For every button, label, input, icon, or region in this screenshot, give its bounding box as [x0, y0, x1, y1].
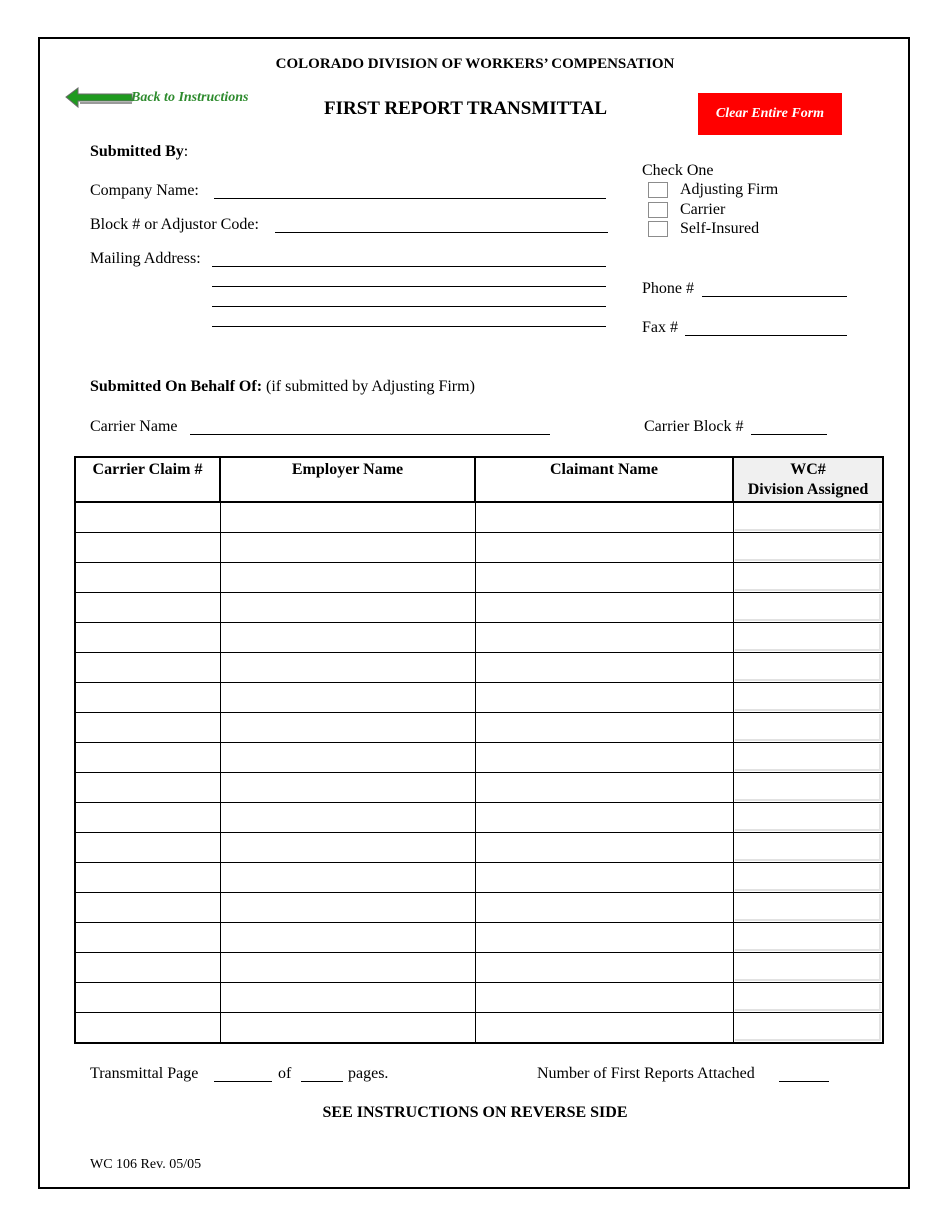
employer-name-cell[interactable]	[220, 593, 475, 623]
agency-name: COLORADO DIVISION OF WORKERS’ COMPENSATION	[275, 56, 675, 72]
employer-name-cell[interactable]	[220, 803, 475, 833]
on-behalf-heading: Submitted On Behalf Of: (if submitted by Adjusting Firm)	[90, 378, 475, 395]
table-row	[75, 743, 883, 773]
wc-division-input[interactable]	[735, 774, 882, 801]
claimant-name-cell[interactable]	[475, 623, 733, 653]
option-carrier[interactable]	[648, 201, 725, 219]
wc-division-cell[interactable]	[733, 533, 883, 563]
employer-name-cell[interactable]	[220, 743, 475, 773]
claimant-name-cell[interactable]	[475, 563, 733, 593]
clear-form-button[interactable]: Clear Entire Form	[698, 93, 842, 135]
wc-division-cell[interactable]	[733, 923, 883, 953]
carrier-claim-cell[interactable]	[75, 683, 220, 713]
self-insured-checkbox[interactable]	[648, 221, 668, 237]
wc-division-input[interactable]	[735, 684, 882, 711]
carrier-claim-cell[interactable]	[75, 773, 220, 803]
table-row	[75, 893, 883, 923]
employer-name-cell[interactable]	[220, 623, 475, 653]
submitted-by-heading: Submitted By:	[90, 143, 189, 160]
table-row	[75, 1013, 883, 1044]
col-claimant-name: Claimant Name	[475, 457, 733, 502]
fax-field[interactable]	[685, 335, 847, 336]
wc-division-input[interactable]	[735, 624, 882, 651]
table-row	[75, 653, 883, 683]
carrier-claim-cell[interactable]	[75, 923, 220, 953]
table-row	[75, 533, 883, 563]
employer-name-cell[interactable]	[220, 1013, 475, 1044]
carrier-claim-cell[interactable]	[75, 983, 220, 1013]
wc-division-input[interactable]	[735, 924, 882, 951]
carrier-claim-cell[interactable]	[75, 563, 220, 593]
employer-name-cell[interactable]	[220, 863, 475, 893]
carrier-claim-cell[interactable]	[75, 893, 220, 923]
wc-division-input[interactable]	[735, 864, 882, 891]
wc-division-cell[interactable]	[733, 863, 883, 893]
claimant-name-cell[interactable]	[475, 773, 733, 803]
reports-attached-label: Number of First Reports Attached	[537, 1065, 755, 1082]
wc-division-input[interactable]	[735, 714, 882, 741]
claimant-name-cell[interactable]	[475, 502, 733, 533]
wc-division-input[interactable]	[735, 534, 882, 561]
mailing-address-line-1[interactable]	[212, 266, 606, 267]
carrier-claim-cell[interactable]	[75, 713, 220, 743]
back-to-instructions-link[interactable]: Back to Instructions	[131, 90, 249, 105]
mailing-address-line-4[interactable]	[212, 326, 606, 327]
adjusting-firm-checkbox[interactable]	[648, 182, 668, 198]
carrier-claim-cell[interactable]	[75, 863, 220, 893]
wc-division-input[interactable]	[735, 744, 882, 771]
carrier-label: Carrier	[680, 201, 726, 218]
pages-label: pages.	[348, 1065, 389, 1082]
wc-division-input[interactable]	[735, 804, 882, 831]
wc-division-input[interactable]	[735, 504, 882, 531]
option-self-insured[interactable]	[648, 220, 759, 238]
carrier-checkbox[interactable]	[648, 202, 668, 218]
wc-division-input[interactable]	[735, 894, 882, 921]
wc-division-cell[interactable]	[733, 653, 883, 683]
carrier-claim-cell[interactable]	[75, 743, 220, 773]
carrier-name-field[interactable]	[190, 434, 550, 435]
carrier-claim-cell[interactable]	[75, 533, 220, 563]
self-insured-label: Self-Insured	[680, 220, 760, 237]
claimant-name-cell[interactable]	[475, 893, 733, 923]
wc-division-cell[interactable]	[733, 833, 883, 863]
wc-division-cell[interactable]	[733, 593, 883, 623]
claimant-name-cell[interactable]	[475, 533, 733, 563]
claimant-name-cell[interactable]	[475, 593, 733, 623]
wc-division-cell[interactable]	[733, 623, 883, 653]
wc-division-cell[interactable]	[733, 983, 883, 1013]
carrier-claim-cell[interactable]	[75, 593, 220, 623]
employer-name-cell[interactable]	[220, 833, 475, 863]
wc-division-cell[interactable]	[733, 713, 883, 743]
company-name-label: Company Name:	[90, 182, 199, 199]
wc-division-cell[interactable]	[733, 953, 883, 983]
table-row	[75, 593, 883, 623]
employer-name-cell[interactable]	[220, 893, 475, 923]
col-wc-division: WC# Division Assigned	[733, 457, 883, 502]
wc-division-input[interactable]	[735, 834, 882, 861]
table-row	[75, 953, 883, 983]
claimant-name-cell[interactable]	[475, 833, 733, 863]
wc-division-input[interactable]	[735, 954, 882, 981]
adjusting-firm-label: Adjusting Firm	[680, 181, 779, 198]
employer-name-cell[interactable]	[220, 983, 475, 1013]
table-header-row	[75, 457, 883, 502]
carrier-claim-cell[interactable]	[75, 803, 220, 833]
reports-attached-field[interactable]	[779, 1081, 829, 1082]
claimant-name-cell[interactable]	[475, 1013, 733, 1044]
claimant-name-cell[interactable]	[475, 953, 733, 983]
carrier-claim-cell[interactable]	[75, 1013, 220, 1044]
wc-division-cell[interactable]	[733, 502, 883, 533]
back-arrow-icon[interactable]	[64, 86, 134, 115]
employer-name-cell[interactable]	[220, 683, 475, 713]
wc-division-cell[interactable]	[733, 803, 883, 833]
table-row	[75, 563, 883, 593]
phone-field[interactable]	[702, 296, 847, 297]
wc-division-cell[interactable]	[733, 773, 883, 803]
fax-label: Fax #	[642, 319, 678, 336]
employer-name-cell[interactable]	[220, 502, 475, 533]
carrier-block-label: Carrier Block #	[644, 418, 744, 435]
employer-name-cell[interactable]	[220, 713, 475, 743]
claimant-name-cell[interactable]	[475, 983, 733, 1013]
carrier-claim-cell[interactable]	[75, 953, 220, 983]
wc-division-input[interactable]	[735, 1014, 882, 1041]
carrier-claim-cell[interactable]	[75, 833, 220, 863]
form-title: FIRST REPORT TRANSMITTAL	[324, 98, 607, 119]
claimant-name-cell[interactable]	[475, 713, 733, 743]
table-row	[75, 863, 883, 893]
col-carrier-claim: Carrier Claim #	[75, 457, 220, 502]
table-row	[75, 773, 883, 803]
wc-division-cell[interactable]	[733, 743, 883, 773]
claimant-name-cell[interactable]	[475, 683, 733, 713]
carrier-claim-cell[interactable]	[75, 502, 220, 533]
check-one-heading: Check One	[642, 162, 714, 179]
claimant-name-cell[interactable]	[475, 923, 733, 953]
wc-division-cell[interactable]	[733, 683, 883, 713]
claimant-name-cell[interactable]	[475, 743, 733, 773]
employer-name-cell[interactable]	[220, 953, 475, 983]
wc-division-input[interactable]	[735, 654, 882, 681]
table-row	[75, 983, 883, 1013]
claimant-name-cell[interactable]	[475, 653, 733, 683]
employer-name-cell[interactable]	[220, 923, 475, 953]
col-employer-name: Employer Name	[220, 457, 475, 502]
wc-division-cell[interactable]	[733, 893, 883, 923]
table-row	[75, 923, 883, 953]
page-number-field[interactable]	[214, 1081, 272, 1082]
block-code-label: Block # or Adjustor Code:	[90, 216, 259, 233]
employer-name-cell[interactable]	[220, 563, 475, 593]
wc-division-input[interactable]	[735, 594, 882, 621]
table-row	[75, 833, 883, 863]
transmittal-page-label: Transmittal Page	[90, 1065, 199, 1082]
table-row	[75, 713, 883, 743]
claims-table	[74, 456, 884, 1044]
option-adjusting-firm[interactable]	[648, 181, 778, 199]
phone-label: Phone #	[642, 280, 694, 297]
employer-name-cell[interactable]	[220, 773, 475, 803]
wc-division-cell[interactable]	[733, 1013, 883, 1044]
mailing-address-label: Mailing Address:	[90, 250, 201, 267]
mailing-address-line-3[interactable]	[212, 306, 606, 307]
table-row	[75, 803, 883, 833]
employer-name-cell[interactable]	[220, 533, 475, 563]
carrier-claim-cell[interactable]	[75, 623, 220, 653]
company-name-field[interactable]	[214, 198, 606, 199]
mailing-address-line-2[interactable]	[212, 286, 606, 287]
total-pages-field[interactable]	[301, 1081, 343, 1082]
block-code-field[interactable]	[275, 232, 608, 233]
of-label: of	[278, 1065, 292, 1082]
carrier-name-label: Carrier Name	[90, 418, 178, 435]
table-row	[75, 683, 883, 713]
wc-division-input[interactable]	[735, 564, 882, 591]
see-instructions-note: SEE INSTRUCTIONS ON REVERSE SIDE	[322, 1104, 628, 1121]
form-revision: WC 106 Rev. 05/05	[90, 1157, 202, 1172]
wc-division-input[interactable]	[735, 984, 882, 1011]
claimant-name-cell[interactable]	[475, 803, 733, 833]
table-row	[75, 502, 883, 533]
table-row	[75, 623, 883, 653]
carrier-block-field[interactable]	[751, 434, 827, 435]
wc-division-cell[interactable]	[733, 563, 883, 593]
employer-name-cell[interactable]	[220, 653, 475, 683]
carrier-claim-cell[interactable]	[75, 653, 220, 683]
claimant-name-cell[interactable]	[475, 863, 733, 893]
